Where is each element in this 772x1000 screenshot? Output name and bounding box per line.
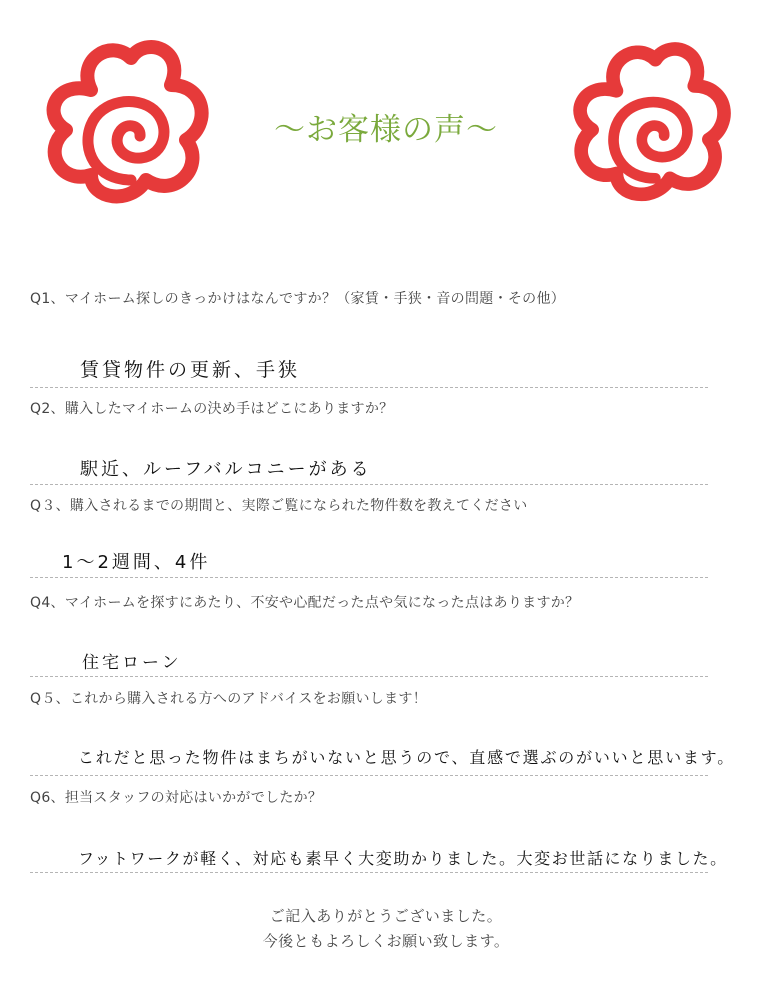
divider [30, 676, 708, 677]
page-title: 〜お客様の声〜 [274, 112, 498, 148]
answer-2: 駅近、ルーフバルコニーがある [80, 459, 372, 480]
answer-4: 住宅ローン [82, 653, 182, 673]
footer-regards: 今後ともよろしくお願い致します。 [262, 932, 510, 950]
question-2: Q2、購入したマイホームの決め手はどこにありますか？ [30, 401, 394, 417]
question-3: Q３、購入されるまでの期間と、実際ご覧になられた物件数を教えてください [30, 498, 528, 514]
question-1: Q1、マイホーム探しのきっかけはなんですか？（家賃・手狭・音の問題・その他） [30, 291, 566, 307]
divider [30, 775, 708, 776]
question-4: Q4、マイホームを探すにあたり、不安や心配だった点や気になった点はありますか？ [30, 595, 580, 611]
question-5: Q５、これから購入される方へのアドバイスをお願いします！ [30, 691, 427, 707]
divider [30, 577, 708, 578]
answer-5: これだと思った物件はまちがいないと思うので、直感で選ぶのがいいと思います。 [78, 748, 736, 767]
divider [30, 484, 708, 485]
divider [30, 872, 708, 873]
answer-1: 賃貸物件の更新、手狭 [80, 359, 301, 381]
footer-thanks: ご記入ありがとうございました。 [269, 907, 503, 925]
answer-3: 1〜2週間、4件 [62, 552, 211, 573]
answer-6: フットワークが軽く、対応も素早く大変助かりました。大変お世話になりました。 [78, 849, 728, 868]
question-6: Q6、担当スタッフの対応はいかがでしたか？ [30, 790, 323, 806]
divider [30, 387, 708, 388]
